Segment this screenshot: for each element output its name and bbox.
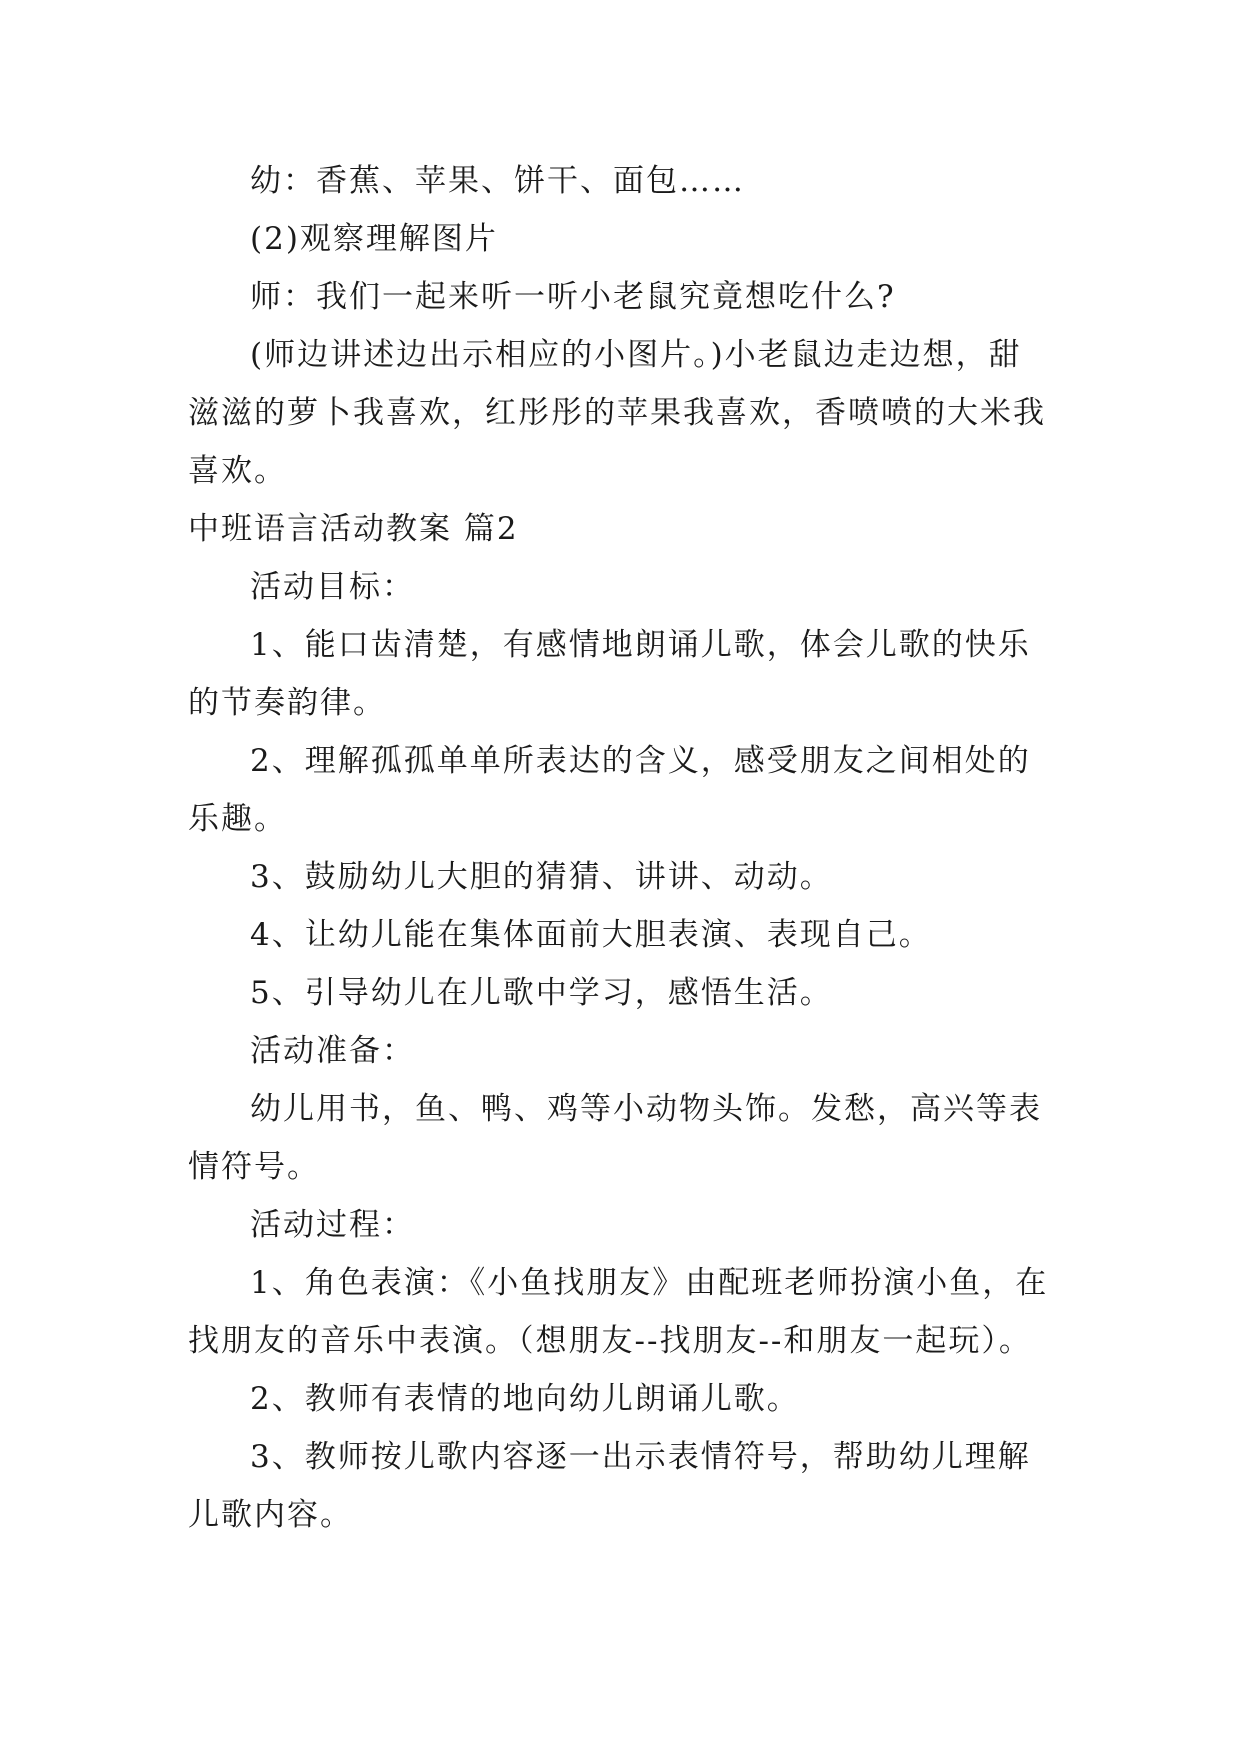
paragraph-line: 滋滋的萝卜我喜欢，红彤彤的苹果我喜欢，香喷喷的大米我 <box>188 395 1046 431</box>
paragraph-line: 情符号。 <box>188 1149 320 1185</box>
paragraph-line: 2、理解孤孤单单所表达的含义，感受朋友之间相处的 <box>250 743 1031 779</box>
paragraph-line: 2、教师有表情的地向幼儿朗诵儿歌。 <box>250 1381 800 1417</box>
paragraph-line: 3、教师按儿歌内容逐一出示表情符号，帮助幼儿理解 <box>250 1439 1031 1475</box>
paragraph-line: 儿歌内容。 <box>188 1497 353 1533</box>
paragraph-line: 4、让幼儿能在集体面前大胆表演、表现自己。 <box>250 917 932 953</box>
paragraph-line: 活动过程： <box>250 1207 415 1243</box>
paragraph-line: 1、角色表演：《小鱼找朋友》由配班老师扮演小鱼，在 <box>250 1265 1049 1301</box>
section-heading: 中班语言活动教案 篇2 <box>188 511 519 547</box>
paragraph-line: (师边讲述边出示相应的小图片。)小老鼠边走边想，甜 <box>250 337 1022 373</box>
paragraph-line: 找朋友的音乐中表演。（想朋友--找朋友--和朋友一起玩）。 <box>188 1323 1032 1359</box>
paragraph-line: 师：我们一起来听一听小老鼠究竟想吃什么? <box>250 279 896 315</box>
document-body <box>188 152 1058 1544</box>
paragraph-line: 3、鼓励幼儿大胆的猜猜、讲讲、动动。 <box>250 859 833 895</box>
paragraph-line: 的节奏韵律。 <box>188 685 386 721</box>
paragraph-line: 幼：香蕉、苹果、饼干、面包…… <box>250 163 745 199</box>
paragraph-line: 5、引导幼儿在儿歌中学习，感悟生活。 <box>250 975 833 1011</box>
paragraph-line: 幼儿用书，鱼、鸭、鸡等小动物头饰。发愁，高兴等表 <box>250 1091 1042 1127</box>
paragraph-line: (2)观察理解图片 <box>250 221 498 257</box>
paragraph-line: 活动目标： <box>250 569 415 605</box>
paragraph-line: 活动准备： <box>250 1033 415 1069</box>
paragraph-line: 乐趣。 <box>188 801 287 837</box>
paragraph-line: 喜欢。 <box>188 453 287 489</box>
paragraph-line: 1、能口齿清楚，有感情地朗诵儿歌，体会儿歌的快乐 <box>250 627 1031 663</box>
